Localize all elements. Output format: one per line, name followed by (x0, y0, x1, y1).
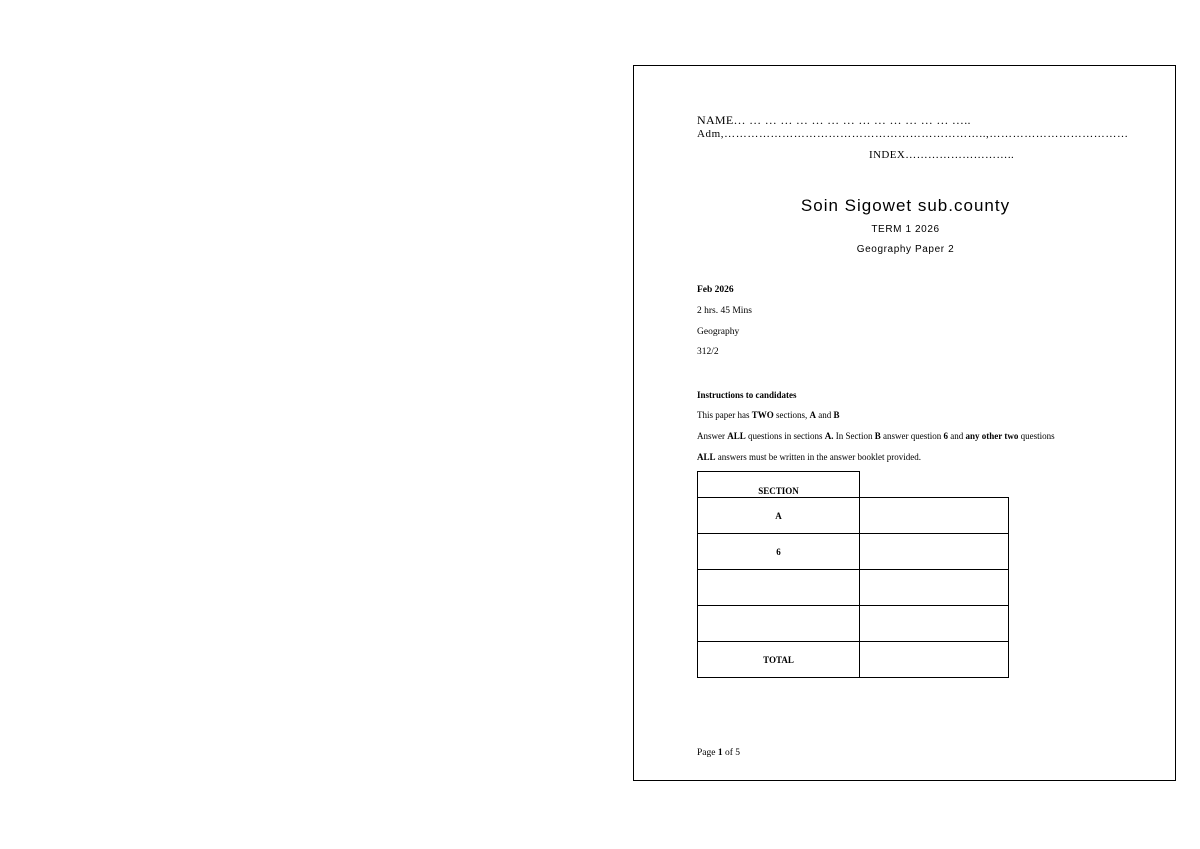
score-cell (860, 534, 1009, 570)
exam-cover-page (633, 65, 1176, 781)
table-row (698, 642, 1009, 678)
total-label-cell: TOTAL (698, 642, 860, 678)
section-cell: 6 (698, 534, 860, 570)
instruction-line-3: ALL answers must be written in the answer booklet provided. (697, 452, 921, 462)
score-cell (860, 606, 1009, 642)
table-header-row (698, 472, 1009, 498)
table-row (698, 606, 1009, 642)
score-cell (860, 570, 1009, 606)
term-label: TERM 1 2026 (871, 224, 940, 235)
score-cell (860, 498, 1009, 534)
page-number: Page 1 of 5 (697, 748, 741, 758)
name-field-line: NAME… … … … … … … … … … … … … … ….. (697, 113, 971, 127)
table-row (698, 534, 1009, 570)
instruction-line-1: This paper has TWO sections, A and B (697, 410, 840, 420)
section-cell: A (698, 498, 860, 534)
paper-title: Geography Paper 2 (856, 244, 955, 255)
exam-duration: 2 hrs. 45 Mins (697, 306, 752, 316)
total-score-cell (860, 642, 1009, 678)
table-row (698, 570, 1009, 606)
score-column-header (860, 472, 1009, 498)
table-row (698, 498, 1009, 534)
admission-field-line: Adm,…………………………………………………………..,……………………………… (697, 128, 1129, 140)
section-cell (698, 570, 860, 606)
exam-subject: Geography (697, 327, 740, 337)
section-column-header: SECTION (698, 472, 860, 498)
exam-title: Soin Sigowet sub.county (800, 196, 1011, 215)
index-field-line: INDEX……………………….. (869, 149, 1015, 161)
section-cell (698, 606, 860, 642)
instructions-heading: Instructions to candidates (697, 390, 797, 400)
marks-table (697, 471, 1009, 678)
exam-code: 312/2 (697, 347, 719, 357)
exam-date: Feb 2026 (697, 285, 734, 295)
instruction-line-2: Answer ALL questions in sections A. In Section B answer question 6 and any other two questions (697, 431, 1055, 441)
